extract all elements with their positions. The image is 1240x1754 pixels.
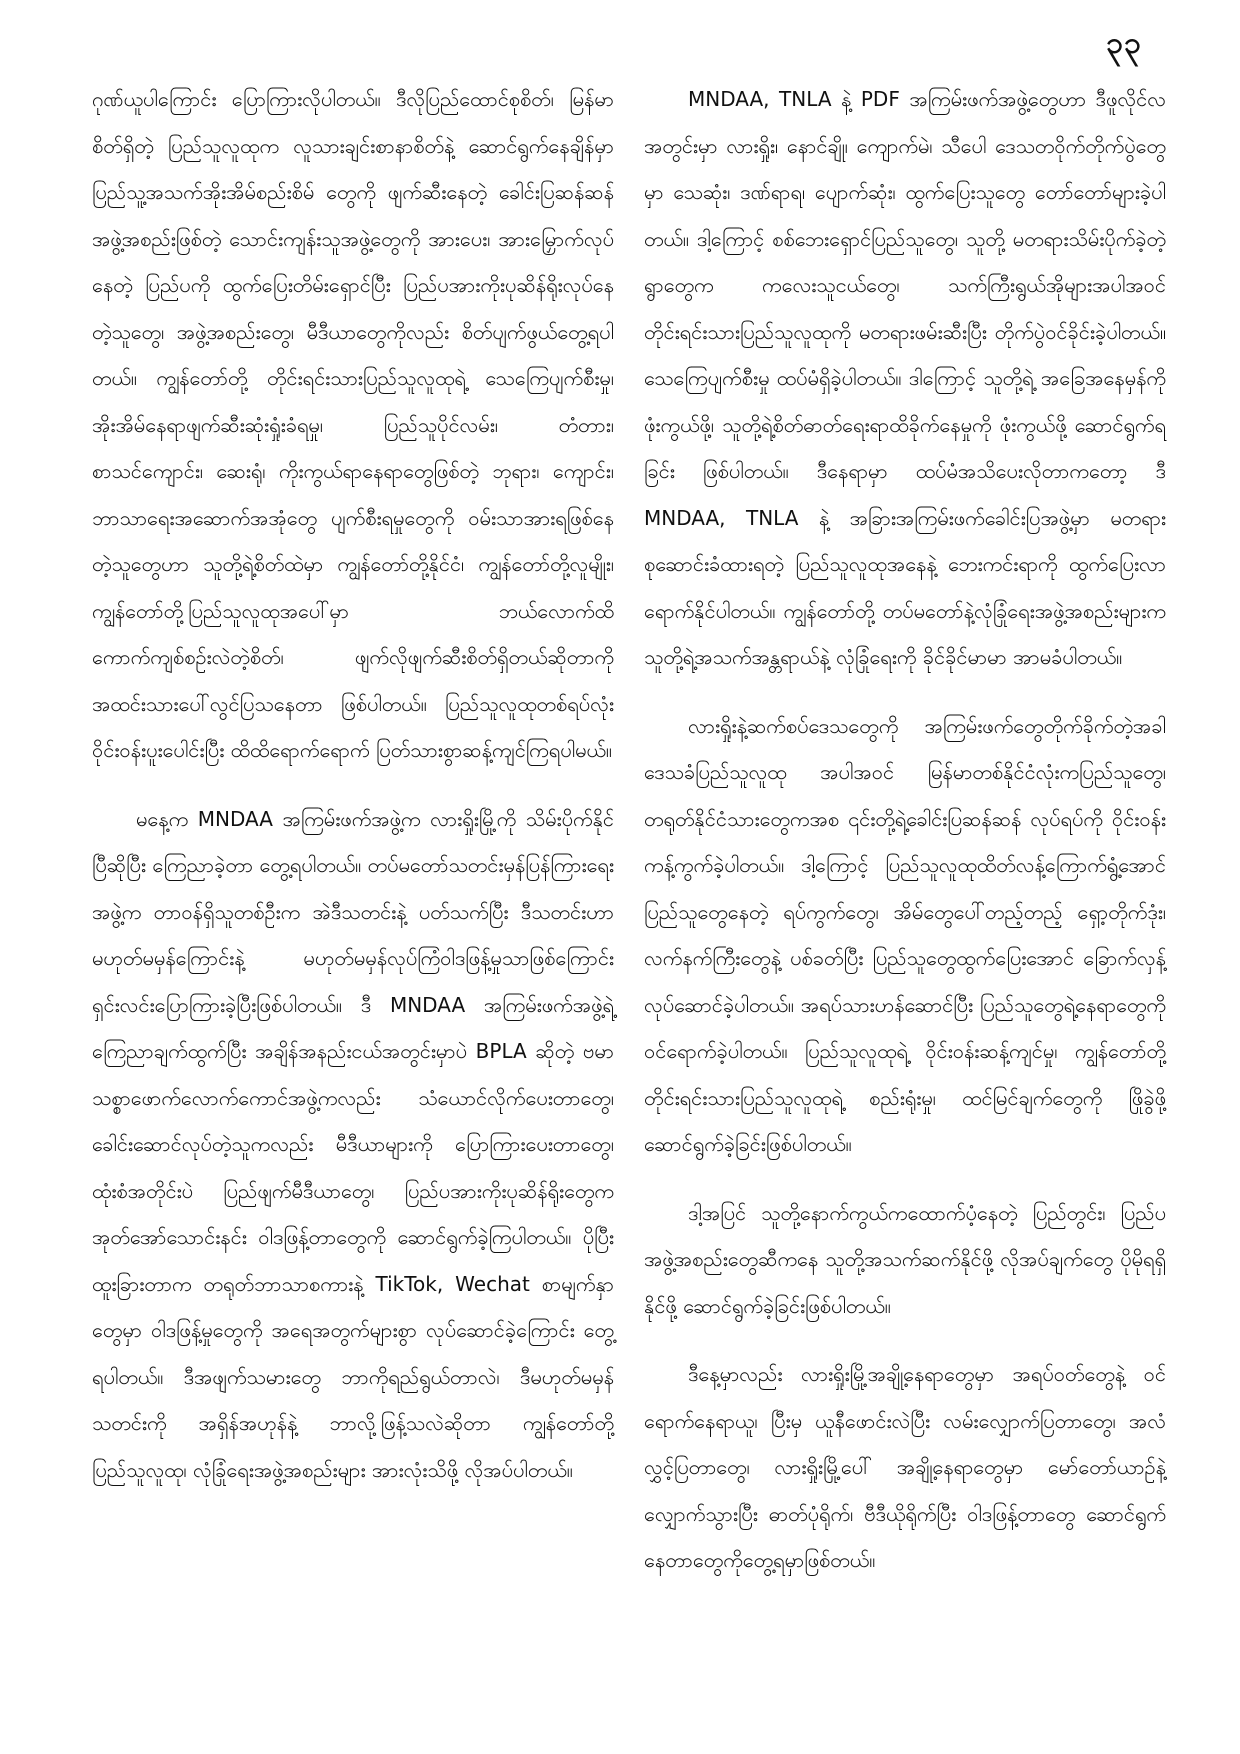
left-column [92, 76, 614, 1515]
paragraph: ဒီနေ့မှာလည်း လားရှိုးမြို့အချို့နေရာတွေမှာ အရပ်ဝတ်တွေနဲ့ ဝင်ရောက်နေရာယူ၊ ပြီးမှ ယူနီဖောင်းလဲပြီး လမ်းလျှောက်ပြတာတွေ၊ အလံလွှင့်ပြတာတွေ၊ လားရှိုးမြို့ပေါ် အချို့နေရာတွေမှာ မော်တော်ယာဉ်နဲ့လျှောက်သွားပြီး ဓာတ်ပုံရိုက်၊ ဗီဒီယိုရိုက်ပြီး ဝါဒဖြန့်တာတွေ ဆောင်ရွက်နေတာတွေကိုတွေ့ရမှာဖြစ်တယ်။ [644, 1362, 1166, 1572]
paragraph: ဂုဏ်ယူပါကြောင်း ပြောကြားလိုပါတယ်။ ဒီလိုပြည်ထောင်စုစိတ်၊ မြန်မာစိတ်ရှိတဲ့ ပြည်သူလူထုက လူသားချင်းစာနာစိတ်နဲ့ ဆောင်ရွက်နေချိန်မှာ ပြည်သူ့အသက်အိုးအိမ်စည်းစိမ် တွေကို ဖျက်ဆီးနေတဲ့ ခေါင်းပြဆန်ဆန်အဖွဲ့အစည်းဖြစ်တဲ့ သောင်းကျန်းသူအဖွဲ့တွေကို အားပေး၊ အားမြှောက်လုပ်နေတဲ့ ပြည်ပကို ထွက်ပြေးတိမ်းရှောင်ပြီး ပြည်ပအားကိုးပုဆိန်ရိုးလုပ်နေတဲ့သူတွေ၊ အဖွဲ့အစည်းတွေ၊ မီဒီယာတွေကိုလည်း စိတ်ပျက်ဖွယ်တွေ့ရပါတယ်။ ကျွန်တော်တို့ တိုင်းရင်းသားပြည်သူလူထုရဲ့ သေကြေပျက်စီးမှု၊ အိုးအိမ်နေရာဖျက်ဆီးဆုံးရှုံးခံရမှု၊ ပြည်သူပိုင်လမ်း၊ တံတား၊ စာသင်ကျောင်း၊ ဆေးရုံ၊ ကိုးကွယ်ရာနေရာတွေဖြစ်တဲ့ ဘုရား၊ ကျောင်း၊ ဘာသာရေးအဆောက်အအုံတွေ ပျက်စီးရမှုတွေကို ဝမ်းသာအားရဖြစ်နေတဲ့သူတွေဟာ သူတို့ရဲ့စိတ်ထဲမှာ ကျွန်တော်တို့နိုင်ငံ၊ ကျွန်တော်တို့လူမျိုး၊ ကျွန်တော်တို့ပြည်သူလူထုအပေါ်မှာ ဘယ်လောက်ထိ ကောက်ကျစ်စဉ်းလဲတဲ့စိတ်၊ ဖျက်လိုဖျက်ဆီးစိတ်ရှိတယ်ဆိုတာကို အထင်းသားပေါ်လွင်ပြသနေတာ ဖြစ်ပါတယ်။ ပြည်သူလူထုတစ်ရပ်လုံး ဝိုင်းဝန်းပူးပေါင်းပြီး ထိထိရောက်ရောက် ပြတ်သားစွာဆန့်ကျင်ကြရပါမယ်။ [92, 87, 614, 762]
page-number: ၃၃ [1106, 26, 1142, 61]
right-column [644, 76, 1166, 1606]
paragraph: MNDAA, TNLA နဲ့ PDF အကြမ်းဖက်အဖွဲ့တွေဟာ ဒီဖူလိုင်လအတွင်းမှာ လားရှိုး၊ နောင်ချို၊ ကျောက်မဲ၊ သီပေါ ဒေသတဝိုက်တိုက်ပွဲတွေမှာ သေဆုံး၊ ဒဏ်ရာရ၊ ပျောက်ဆုံး၊ ထွက်ပြေးသူတွေ တော်တော်များခဲ့ပါတယ်။ ဒါ့ကြောင့် စစ်ဘေးရှောင်ပြည်သူတွေ၊ သူတို့ မတရားသိမ်းပိုက်ခဲ့တဲ့ ရွာတွေက ကလေးသူငယ်တွေ၊ သက်ကြီးရွယ်အိုများအပါအဝင် တိုင်းရင်းသားပြည်သူလူထုကို မတရားဖမ်းဆီးပြီး တိုက်ပွဲဝင်ခိုင်းခဲ့ပါတယ်။ သေကြေပျက်စီးမှု ထပ်မံရှိခဲ့ပါတယ်။ ဒါကြောင့် သူတို့ရဲ့ အခြေအနေမှန်ကိုဖုံးကွယ်ဖို့၊ သူတို့ရဲ့စိတ်ဓာတ်ရေးရာထိခိုက်နေမှုကို ဖုံးကွယ်ဖို့ ဆောင်ရွက်ရခြင်း ဖြစ်ပါတယ်။ ဒီနေရာမှာ ထပ်မံအသိပေးလိုတာကတော့ ဒီ MNDAA, TNLA နဲ့ အခြားအကြမ်းဖက်ခေါင်းပြအဖွဲ့မှာ မတရားစုဆောင်းခံထားရတဲ့ ပြည်သူလူထုအနေနဲ့ ဘေးကင်းရာကို ထွက်ပြေးလာရောက်နိုင်ပါတယ်။ ကျွန်တော်တို့ တပ်မတော်နဲ့လုံခြုံရေးအဖွဲ့အစည်းများက သူတို့ရဲ့အသက်အန္တရာယ်နဲ့ လုံခြုံရေးကို ခိုင်ခိုင်မာမာ အာမခံပါတယ်။ [644, 87, 1166, 669]
paragraph: မနေ့က MNDAA အကြမ်းဖက်အဖွဲ့က လားရှိုးမြို့ကို သိမ်းပိုက်နိုင်ပြီဆိုပြီး ကြေညာခဲ့တာ တွေ့ရပါတယ်။ တပ်မတော်သတင်းမှန်ပြန်ကြားရေးအဖွဲ့က တာဝန်ရှိသူတစ်ဦးက အဲဒီသတင်းနဲ့ ပတ်သက်ပြီး ဒီသတင်းဟာ မဟုတ်မမှန်ကြောင်းနဲ့ မဟုတ်မမှန်လုပ်ကြံဝါဒဖြန့်မှုသာဖြစ်ကြောင်း ရှင်းလင်းပြောကြားခဲ့ပြီးဖြစ်ပါတယ်။ ဒီ MNDAA အကြမ်းဖက်အဖွဲ့ရဲ့ကြေညာချက်ထွက်ပြီး အချိန်အနည်းငယ်အတွင်းမှာပဲ BPLA ဆိုတဲ့ ဗမာသစ္စာဖောက်လောက်ကောင်အဖွဲ့ကလည်း သံယောင်လိုက်ပေးတာတွေ၊ ခေါင်းဆောင်လုပ်တဲ့သူကလည်း မီဒီယာများကို ပြောကြားပေးတာတွေ၊ ထုံးစံအတိုင်းပဲ ပြည်ဖျက်မီဒီယာတွေ၊ ပြည်ပအားကိုးပုဆိန်ရိုးတွေက အုတ်အော်သောင်းနင်း ဝါဒဖြန့်တာတွေကို ဆောင်ရွက်ခဲ့ကြပါတယ်။ ပိုပြီးထူးခြားတာက တရုတ်ဘာသာစကားနဲ့ TikTok, Wechat စာမျက်နှာတွေမှာ ဝါဒဖြန့်မှုတွေကို အရေအတွက်များစွာ လုပ်ဆောင်ခဲ့ကြောင်း တွေ့ရပါတယ်။ ဒီအဖျက်သမားတွေ ဘာကိုရည်ရွယ်တာလဲ၊ ဒီမဟုတ်မမှန်သတင်းကို အရှိန်အဟုန်နဲ့ ဘာလို့ဖြန့်သလဲဆိုတာ ကျွန်တော်တို့ ပြည်သူလူထု၊ လုံခြုံရေးအဖွဲ့အစည်းများ အားလုံးသိဖို့ လိုအပ်ပါတယ်။ [92, 806, 614, 1482]
paragraph: လားရှိုးနဲ့ဆက်စပ်ဒေသတွေကို အကြမ်းဖက်တွေတိုက်ခိုက်တဲ့အခါ ဒေသခံပြည်သူလူထု အပါအဝင် မြန်မာတစ်နိုင်ငံလုံးကပြည်သူတွေ၊ တရုတ်နိုင်ငံသားတွေကအစ ၎င်းတို့ရဲ့ခေါင်းပြဆန်ဆန် လုပ်ရပ်ကို ဝိုင်းဝန်းကန့်ကွက်ခဲ့ပါတယ်။ ဒါ့ကြောင့် ပြည်သူလူထုထိတ်လန့်ကြောက်ရွံ့အောင် ပြည်သူတွေနေတဲ့ ရပ်ကွက်တွေ၊ အိမ်တွေပေါ်တည့်တည့် ရှော့တိုက်ဒုံး၊ လက်နက်ကြီးတွေနဲ့ ပစ်ခတ်ပြီး ပြည်သူတွေထွက်ပြေးအောင် ခြောက်လှန့်လုပ်ဆောင်ခဲ့ပါတယ်။ အရပ်သားဟန်ဆောင်ပြီး ပြည်သူတွေရဲ့နေရာတွေကို ဝင်ရောက်ခဲ့ပါတယ်။ ပြည်သူလူထုရဲ့ ဝိုင်းဝန်းဆန့်ကျင်မှု၊ ကျွန်တော်တို့ တိုင်းရင်းသားပြည်သူလူထုရဲ့ စည်းရုံးမှု၊ ထင်မြင်ချက်တွေကို ဖြိုခွဲဖို့ ဆောင်ရွက်ခဲ့ခြင်းဖြစ်ပါတယ်။ [644, 713, 1166, 1156]
paragraph: ဒါ့အပြင် သူတို့နောက်ကွယ်ကထောက်ပံ့နေတဲ့ ပြည်တွင်း၊ ပြည်ပအဖွဲ့အစည်းတွေဆီကနေ သူတို့အသက်ဆက်နိုင်ဖို့ လိုအပ်ချက်တွေ ပိုမိုရရှိနိုင်ဖို့ ဆောင်ရွက်ခဲ့ခြင်းဖြစ်ပါတယ်။ [644, 1200, 1166, 1318]
